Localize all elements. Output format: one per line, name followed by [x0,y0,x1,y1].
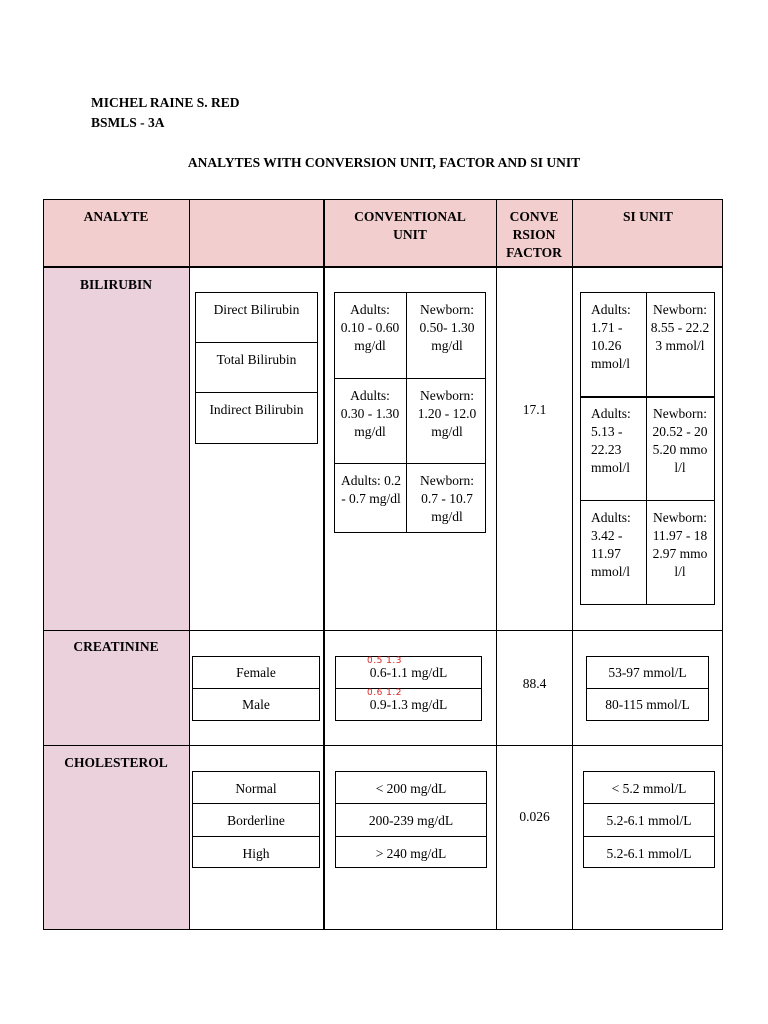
row-divider [43,745,723,746]
si-total-newborn: Newborn: 20.52 - 205.20 mmol/l [652,406,708,475]
divider [583,803,715,804]
test-high: High [242,846,270,861]
si-male: 80-115 mmol/L [605,697,690,712]
divider [580,396,715,398]
factor-bilirubin: 17.1 [522,402,547,417]
col-divider [572,199,573,930]
test-male: Male [242,697,270,712]
divider [646,292,647,605]
si-total-adults: Adults: 5.13 - 22.23 mmol/l [591,406,631,475]
conv-total-newborn: Newborn: 1.20 - 12.0 mg/dl [417,388,477,439]
divider [192,803,320,804]
si-direct-adults: Adults: 1.71 - 10.26 mmol/l [591,302,631,371]
page-title: ANALYTES WITH CONVERSION UNIT, FACTOR AND SI UNIT [187,155,581,170]
conv-direct-newborn: Newborn: 0.50- 1.30 mg/dl [419,302,475,353]
handwritten-annotation: 0.6 1.2 [367,688,402,698]
factor-cholesterol: 0.026 [519,809,550,824]
conv-high: > 240 mg/dL [375,846,447,861]
analyte-creatinine: CREATININE [73,639,159,654]
author-section: BSMLS - 3A [91,115,165,130]
divider [195,342,318,343]
divider [192,688,320,689]
divider [406,292,407,533]
test-indirect-bilirubin: Indirect Bilirubin [209,402,304,417]
conv-male: 0.9-1.3 mg/dL [369,697,448,712]
test-borderline: Borderline [227,813,285,828]
divider [334,463,486,464]
col-divider [323,199,325,930]
divider [334,378,486,379]
divider [586,688,709,689]
factor-creatinine: 88.4 [522,676,547,691]
divider [335,836,487,837]
test-total-bilirubin: Total Bilirubin [216,352,297,367]
analyte-bilirubin: BILIRUBIN [79,277,153,292]
test-direct-bilirubin: Direct Bilirubin [213,302,300,317]
si-direct-newborn: Newborn: 8.55 - 22.23 mmol/l [650,302,710,353]
row-divider [43,630,723,631]
divider [335,803,487,804]
divider [195,392,318,393]
handwritten-annotation: 0.5 1.3 [367,656,402,666]
conv-direct-adults: Adults: 0.10 - 0.60 mg/dl [340,302,400,353]
row-divider [43,267,723,268]
header-factor: CONVE RSION FACTOR [506,209,562,260]
test-normal: Normal [235,781,277,796]
si-borderline: 5.2-6.1 mmol/L [606,813,692,828]
author-name: MICHEL RAINE S. RED [91,95,240,110]
conv-indirect-adults: Adults: 0.2 - 0.7 mg/dl [340,473,401,506]
si-indirect-newborn: Newborn: 11.97 - 182.97 mmol/l [652,510,708,579]
si-normal: < 5.2 mmol/L [611,781,687,796]
conv-borderline: 200-239 mg/dL [368,813,454,828]
divider [580,500,715,501]
divider [335,688,482,689]
conv-normal: < 200 mg/dL [375,781,447,796]
header-analyte: ANALYTE [83,209,149,224]
conv-indirect-newborn: Newborn: 0.7 - 10.7 mg/dl [420,473,474,524]
analyte-cholesterol: CHOLESTEROL [64,755,168,770]
divider [192,836,320,837]
divider [583,836,715,837]
si-female: 53-97 mmol/L [608,665,687,680]
test-female: Female [236,665,276,680]
header-conventional: CONVENTIONAL UNIT [354,209,466,242]
col-divider [189,199,190,930]
header-si: SI UNIT [623,209,673,224]
si-high: 5.2-6.1 mmol/L [606,846,692,861]
si-indirect-adults: Adults: 3.42 - 11.97 mmol/l [591,510,631,579]
conv-total-adults: Adults: 0.30 - 1.30 mg/dl [340,388,400,439]
conv-female: 0.6-1.1 mg/dL [369,665,448,680]
